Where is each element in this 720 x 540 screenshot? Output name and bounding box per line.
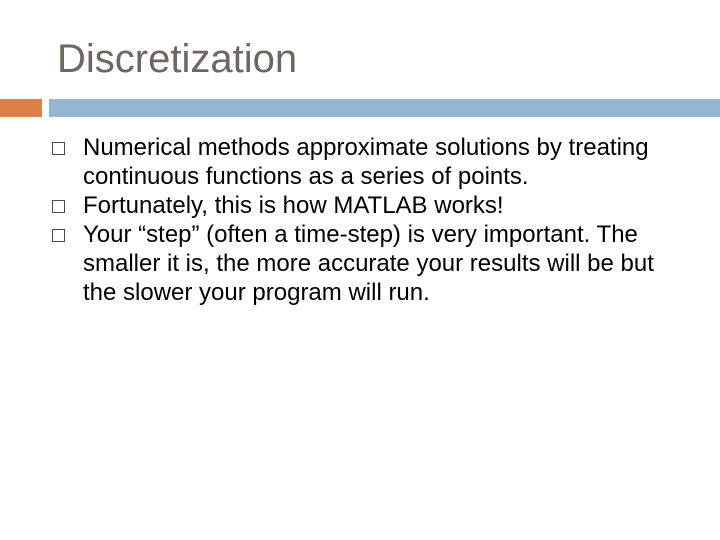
bullet-item [0, 220, 683, 307]
title-rule-bar [49, 99, 720, 117]
bullet-item [0, 133, 683, 191]
bullet-text: Your “step” (often a time-step) is very important. The smaller it is, the more accurate your results will be but the slower your program will run. [83, 221, 654, 306]
slide-title: Discretization [57, 37, 298, 81]
hollow-square-bullet-icon [52, 200, 65, 213]
hollow-square-bullet-icon [52, 229, 65, 242]
bullet-text: Fortunately, this is how MATLAB works! [83, 192, 504, 219]
bullet-list [0, 133, 683, 307]
hollow-square-bullet-icon [52, 142, 65, 155]
title-accent-bar [0, 99, 42, 117]
bullet-item [0, 191, 683, 220]
bullet-text: Numerical methods approximate solutions by treating continuous functions as a series of points. [83, 134, 649, 190]
